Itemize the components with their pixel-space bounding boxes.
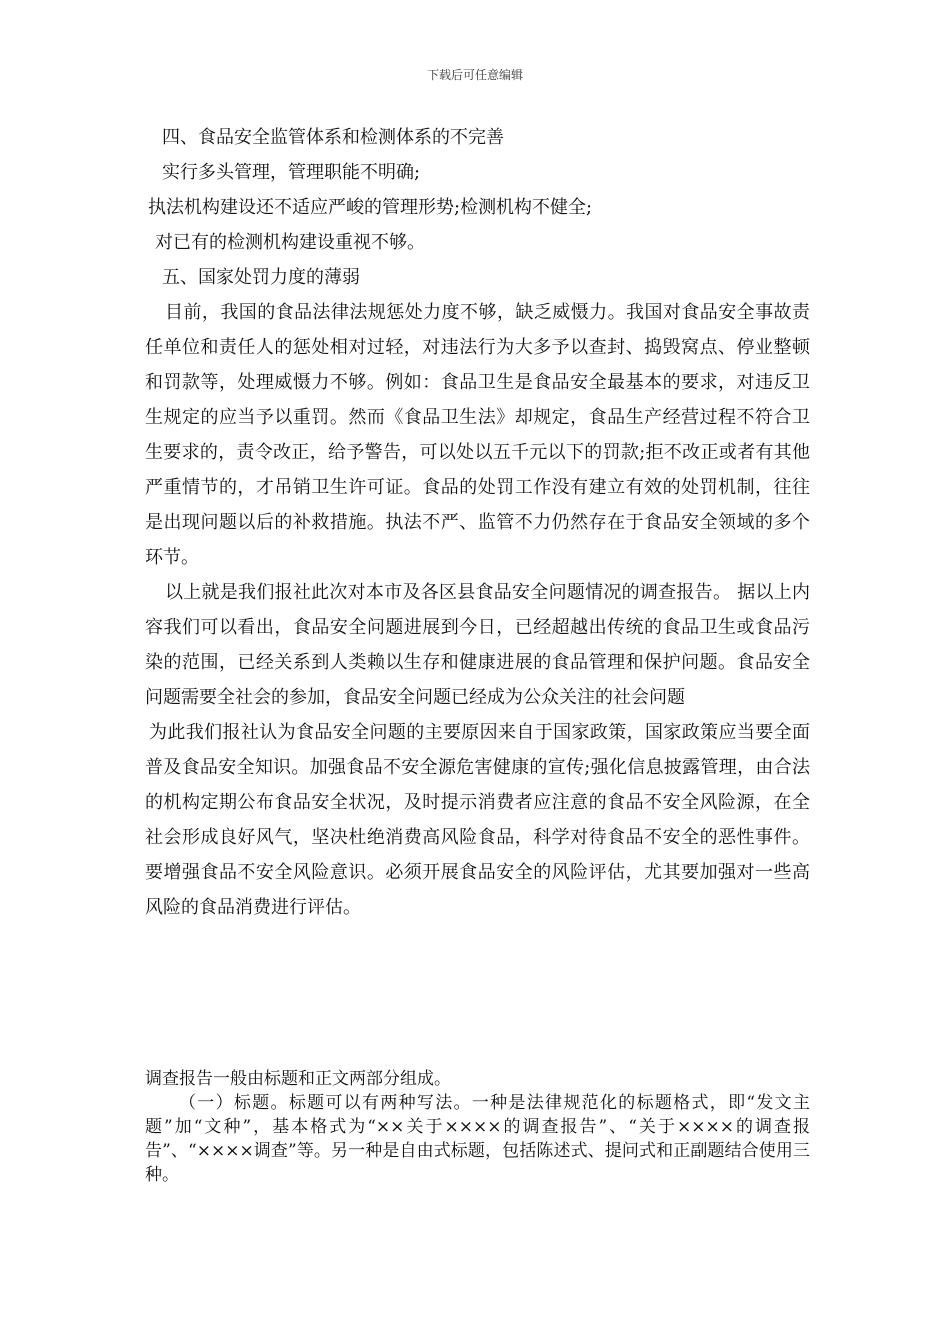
section-5-heading: 五、国家处罚力度的薄弱 bbox=[162, 267, 360, 288]
section-4-line-1: 实行多头管理，管理职能不明确; bbox=[162, 162, 421, 183]
appendix-notes bbox=[145, 1067, 810, 1187]
document-body bbox=[145, 120, 810, 925]
section-4-line-2: 执法机构建设还不适应严峻的管理形势;检测机构不健全; bbox=[148, 197, 593, 218]
recommendation-paragraph: 为此我们报社认为食品安全问题的主要原因来自于国家政策，国家政策应当要全面普及食品安全知识。加强食品不安全源危害健康的宣传;强化信息披露管理，由合法的机构定期公布食品安全状况，及时提示消费者应注意的食品不安全风险源，在全社会形成良好风气，坚决杜绝消费高风险食品，科学对待食品不安全的恶性事件。要增强食品不安全风险意识。必须开展食品安全的风险评估，尤其要加强对一些高风险的食品消费进行评估。 bbox=[145, 722, 810, 918]
section-4-line-3: 对已有的检测机构建设重视不够。 bbox=[155, 232, 425, 253]
appendix-intro: 调查报告一般由标题和正文两部分组成。 bbox=[145, 1069, 451, 1089]
section-5-paragraph: 目前，我国的食品法律法规惩处力度不够，缺乏威慑力。我国对食品安全事故责任单位和责任人的惩处相对过轻，对违法行为大多予以查封、捣毁窝点、停业整顿和罚款等，处理威慑力不够。例如：食品卫生是食品安全最基本的要求，对违反卫生规定的应当予以重罚。然而《食品卫生法》却规定，食品生产经营过程不符合卫生要求的，责令改正，给予警告，可以处以五千元以下的罚款;拒不改正或者有其他严重情节的，才吊销卫生许可证。食品的处罚工作没有建立有效的处罚机制，往往是出现问题以后的补救措施。执法不严、监管不力仍然存在于食品安全领域的多个环节。 bbox=[145, 302, 810, 568]
appendix-title-paragraph: （一）标题。标题可以有两种写法。一种是法律规范化的标题格式，即“发文主题”加“文种”，基本格式为“××关于××××的调查报告”、“关于××××的调查报告”、“××××调查”等。另一种是自由式标题，包括陈述式、提问式和正副题结合使用三种。 bbox=[145, 1093, 810, 1185]
page-header: 下载后可任意编辑 bbox=[426, 68, 523, 82]
summary-paragraph: 以上就是我们报社此次对本市及各区县食品安全问题情况的调查报告。 据以上内容我们可以看出，食品安全问题进展到今日，已经超越出传统的食品卫生或食品污染的范围，已经关系到人类赖以生存和健康进展的食品管理和保护问题。食品安全问题需要全社会的参加，食品安全问题已经成为公众关注的社会问题 bbox=[145, 582, 810, 708]
section-4-heading: 四、食品安全监管体系和检测体系的不完善 bbox=[162, 127, 504, 148]
